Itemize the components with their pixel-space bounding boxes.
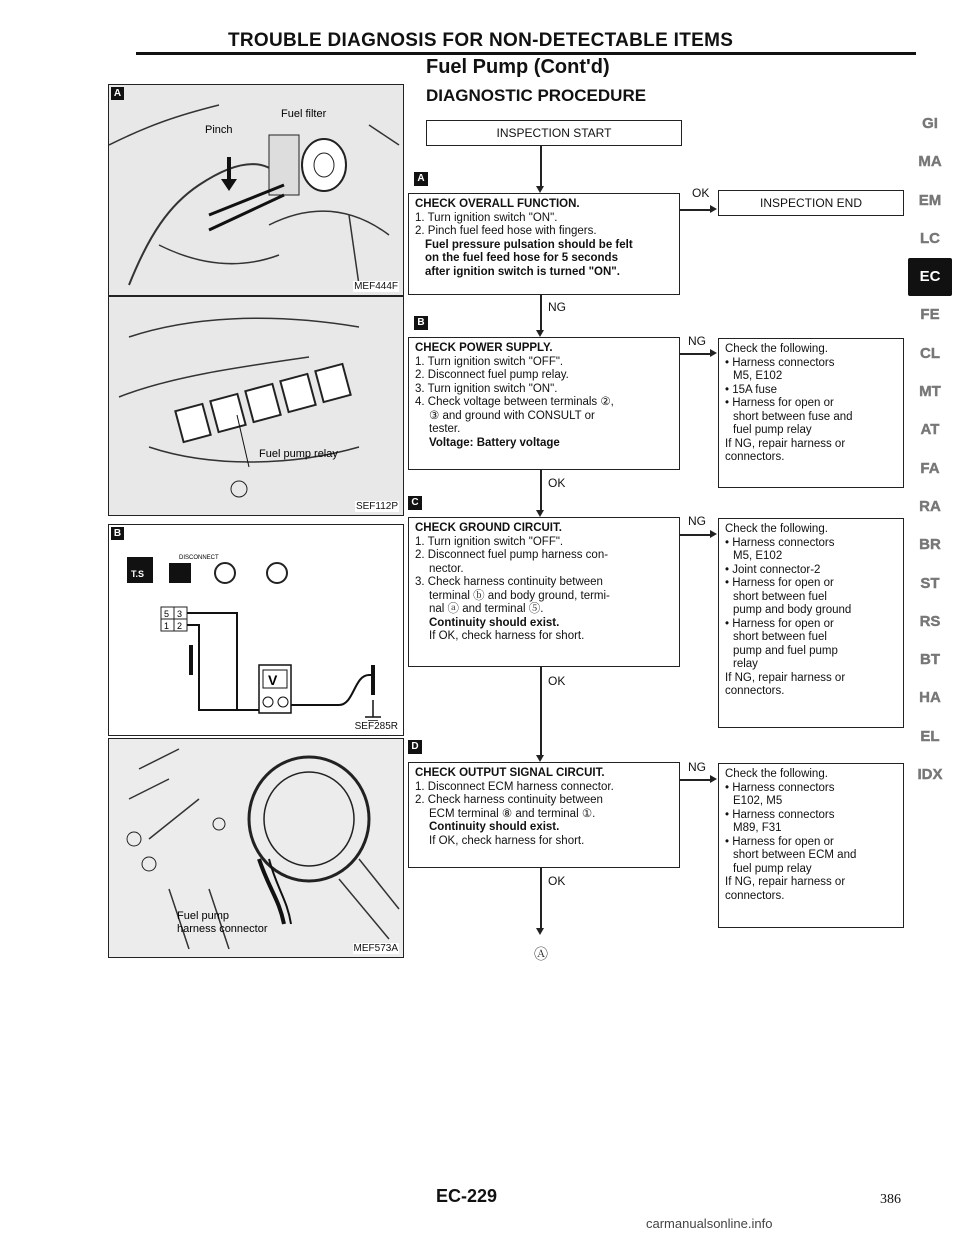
figure-letter-b: B xyxy=(111,527,124,540)
fuel-filter-illustration xyxy=(109,85,403,295)
inspection-end-label: INSPECTION END xyxy=(759,196,862,210)
ts-label: T.S xyxy=(131,569,145,579)
step-spec: after ignition switch is turned "ON". xyxy=(425,265,620,278)
tab-st[interactable]: ST xyxy=(920,574,940,592)
step-spec: Continuity should exist. xyxy=(429,616,560,629)
figure-code: MEF444F xyxy=(354,281,398,292)
check-box-output-signal xyxy=(718,763,904,928)
step-line: 1. Turn ignition switch "OFF". xyxy=(415,355,564,368)
page-number: 386 xyxy=(880,1192,901,1207)
pinch-label: Pinch xyxy=(205,124,233,136)
check-box-power-supply xyxy=(718,338,904,488)
tab-gi[interactable]: GI xyxy=(922,115,938,132)
step-line: 3. Check harness continuity between xyxy=(415,576,603,588)
flow-line xyxy=(540,295,542,330)
step-title: CHECK GROUND CIRCUIT. xyxy=(415,522,562,534)
step-box-check-output-signal xyxy=(408,762,680,868)
tab-ec[interactable]: EC xyxy=(908,258,952,296)
step-letter-c: C xyxy=(408,496,422,510)
step-box-check-power-supply xyxy=(408,337,680,470)
step-box-check-overall-function xyxy=(408,193,680,295)
check-item: fuel pump relay xyxy=(733,424,812,436)
flow-arrow xyxy=(536,186,544,193)
check-footer: If NG, repair harness or xyxy=(725,671,846,684)
figure-a-fuel-filter-photo xyxy=(108,84,404,296)
step-line: 2. Disconnect fuel pump harness con- xyxy=(415,549,609,561)
figure-letter-a: A xyxy=(111,87,124,100)
step-title: CHECK POWER SUPPLY. xyxy=(415,342,553,354)
flow-line xyxy=(540,667,542,755)
ng-label: NG xyxy=(688,514,706,528)
flow-line xyxy=(540,470,542,510)
flow-line xyxy=(680,209,710,211)
step-line: If OK, check harness for short. xyxy=(429,630,585,642)
flow-arrow xyxy=(536,755,544,762)
figure-b-circuit-diagram xyxy=(108,524,404,736)
tab-at[interactable]: AT xyxy=(920,421,940,439)
ng-label: NG xyxy=(548,300,566,314)
check-item: • Joint connector-2 xyxy=(725,563,821,576)
watermark: carmanualsonline.info xyxy=(646,1216,773,1231)
figure-code: MEF573A xyxy=(353,943,398,954)
check-item: fuel pump relay xyxy=(733,862,812,875)
check-item: pump and fuel pump xyxy=(733,644,838,657)
tab-mt[interactable]: MT xyxy=(919,383,941,401)
ok-label: OK xyxy=(692,186,710,200)
step-line: 1. Disconnect ECM harness connector. xyxy=(415,780,614,793)
step-title: CHECK OUTPUT SIGNAL CIRCUIT. xyxy=(415,767,605,779)
inspection-end-box xyxy=(718,190,904,216)
connector-codes: M5, E102 xyxy=(733,370,783,382)
step-box-check-ground-circuit xyxy=(408,517,680,667)
tab-ra[interactable]: RA xyxy=(919,497,941,515)
step-line: 2. Pinch fuel feed hose with fingers. xyxy=(415,225,597,237)
step-line: 3. Turn ignition switch "ON". xyxy=(415,382,558,395)
tab-br[interactable]: BR xyxy=(919,536,941,554)
fuel-pump-label: Fuel pump xyxy=(177,910,229,922)
step-letter-a: A xyxy=(414,172,428,186)
step-line: 2. Disconnect fuel pump relay. xyxy=(415,369,569,381)
page-subtitle: Fuel Pump (Cont'd) xyxy=(426,56,610,78)
tab-cl[interactable]: CL xyxy=(920,344,940,362)
step-line: If OK, check harness for short. xyxy=(429,834,585,847)
ok-label: OK xyxy=(548,674,566,688)
step-spec: Fuel pressure pulsation should be felt xyxy=(425,238,633,251)
step-line: nal ⓐ and terminal ⑤. xyxy=(429,603,544,615)
check-item: short between fuel xyxy=(733,631,827,643)
check-footer: If NG, repair harness or xyxy=(725,437,846,450)
check-item: • Harness for open or xyxy=(725,617,834,630)
step-spec: on the fuel feed hose for 5 seconds xyxy=(425,252,618,264)
figure-code: SEF112P xyxy=(355,501,398,512)
check-item: • Harness for open or xyxy=(725,577,834,589)
tab-ma[interactable]: MA xyxy=(918,153,942,171)
step-line: 1. Turn ignition switch "OFF". xyxy=(415,535,564,548)
connector-codes: M89, F31 xyxy=(733,822,782,834)
disconnect-label: DISCONNECT xyxy=(179,555,219,561)
flow-arrow xyxy=(536,510,544,517)
page-header-title: TROUBLE DIAGNOSIS FOR NON-DETECTABLE ITEMS xyxy=(228,30,734,51)
flow-arrow xyxy=(710,775,717,783)
fuel-pump-relay-illustration xyxy=(109,297,403,515)
check-item: short between fuse and xyxy=(733,410,853,423)
terminal-3: 3 xyxy=(177,609,183,619)
check-item: • 15A fuse xyxy=(725,383,777,396)
tab-lc[interactable]: LC xyxy=(920,229,940,247)
step-spec: Continuity should exist. xyxy=(429,821,560,833)
voltmeter-v: V xyxy=(268,672,278,688)
section-title: DIAGNOSTIC PROCEDURE xyxy=(426,86,647,105)
check-footer: connectors. xyxy=(725,685,785,697)
check-item: • Harness connectors xyxy=(725,536,835,549)
check-box-ground-circuit xyxy=(718,518,904,728)
tab-el[interactable]: EL xyxy=(920,727,940,745)
fuel-pump-relay-label: Fuel pump relay xyxy=(259,448,338,460)
ng-label: NG xyxy=(688,760,706,774)
step-line: 2. Check harness continuity between xyxy=(415,794,603,806)
check-item: • Harness for open or xyxy=(725,397,834,409)
check-footer: connectors. xyxy=(725,451,785,463)
figure-harness-connector-photo xyxy=(108,738,404,958)
flow-arrow xyxy=(710,530,717,538)
check-footer: If NG, repair harness or xyxy=(725,876,846,888)
section-tab-index xyxy=(908,105,952,794)
check-intro: Check the following. xyxy=(725,523,828,535)
header-rule xyxy=(136,52,916,55)
flow-line xyxy=(540,868,542,930)
tab-fa[interactable]: FA xyxy=(920,459,940,477)
flow-arrow xyxy=(536,928,544,935)
tab-rs[interactable]: RS xyxy=(919,612,941,630)
terminal-5: 5 xyxy=(164,609,170,619)
check-item: • Harness connectors xyxy=(725,781,835,794)
flow-line xyxy=(680,779,710,781)
step-line: tester. xyxy=(429,423,461,435)
flow-line xyxy=(680,353,710,355)
step-line: terminal ⓑ and body ground, termi- xyxy=(429,589,610,602)
step-line: nector. xyxy=(429,562,464,575)
step-letter-d: D xyxy=(408,740,422,754)
terminal-1: 1 xyxy=(164,621,170,631)
inspection-start-box xyxy=(426,120,682,146)
flow-arrow xyxy=(710,205,717,213)
connector-codes: E102, M5 xyxy=(733,795,783,807)
check-item: relay xyxy=(733,658,758,670)
connector-codes: M5, E102 xyxy=(733,550,783,562)
check-footer: connectors. xyxy=(725,889,785,902)
step-spec: Voltage: Battery voltage xyxy=(429,436,560,449)
figure-code: SEF285R xyxy=(354,721,398,732)
check-item: pump and body ground xyxy=(733,604,852,616)
check-item: • Harness connectors xyxy=(725,808,835,821)
check-item: • Harness for open or xyxy=(725,835,834,848)
step-title: CHECK OVERALL FUNCTION. xyxy=(415,198,580,210)
harness-connector-label: harness connector xyxy=(177,923,268,935)
step-letter-b: B xyxy=(414,316,428,330)
step-line: 1. Turn ignition switch "ON". xyxy=(415,211,558,224)
check-intro: Check the following. xyxy=(725,768,828,780)
continue-marker: Ⓐ xyxy=(534,946,548,962)
circuit-diagram-illustration xyxy=(109,525,403,735)
tab-em[interactable]: EM xyxy=(918,191,942,209)
harness-connector-illustration xyxy=(109,739,403,957)
check-intro: Check the following. xyxy=(725,343,828,355)
ok-label: OK xyxy=(548,476,566,490)
inspection-start-label: INSPECTION START xyxy=(496,126,612,140)
flow-line xyxy=(680,534,710,536)
terminal-2: 2 xyxy=(177,621,183,631)
step-line: 4. Check voltage between terminals ②, xyxy=(415,396,614,408)
ng-label: NG xyxy=(688,334,706,348)
tab-idx[interactable]: IDX xyxy=(917,766,943,784)
flow-arrow xyxy=(536,330,544,337)
page-code: EC-229 xyxy=(436,1186,498,1206)
check-item: short between fuel xyxy=(733,590,827,603)
tab-bt[interactable]: BT xyxy=(920,651,940,669)
check-item: • Harness connectors xyxy=(725,356,835,369)
flow-line xyxy=(540,146,542,186)
figure-fuel-pump-relay-photo xyxy=(108,296,404,516)
flow-arrow xyxy=(710,349,717,357)
tab-ha[interactable]: HA xyxy=(919,689,941,707)
tab-fe[interactable]: FE xyxy=(920,306,940,324)
step-line: ③ and ground with CONSULT or xyxy=(429,409,595,422)
fuel-filter-label: Fuel filter xyxy=(281,108,327,120)
step-line: ECM terminal ⑧ and terminal ①. xyxy=(429,807,596,820)
ok-label: OK xyxy=(548,874,566,888)
check-item: short between ECM and xyxy=(733,849,857,861)
